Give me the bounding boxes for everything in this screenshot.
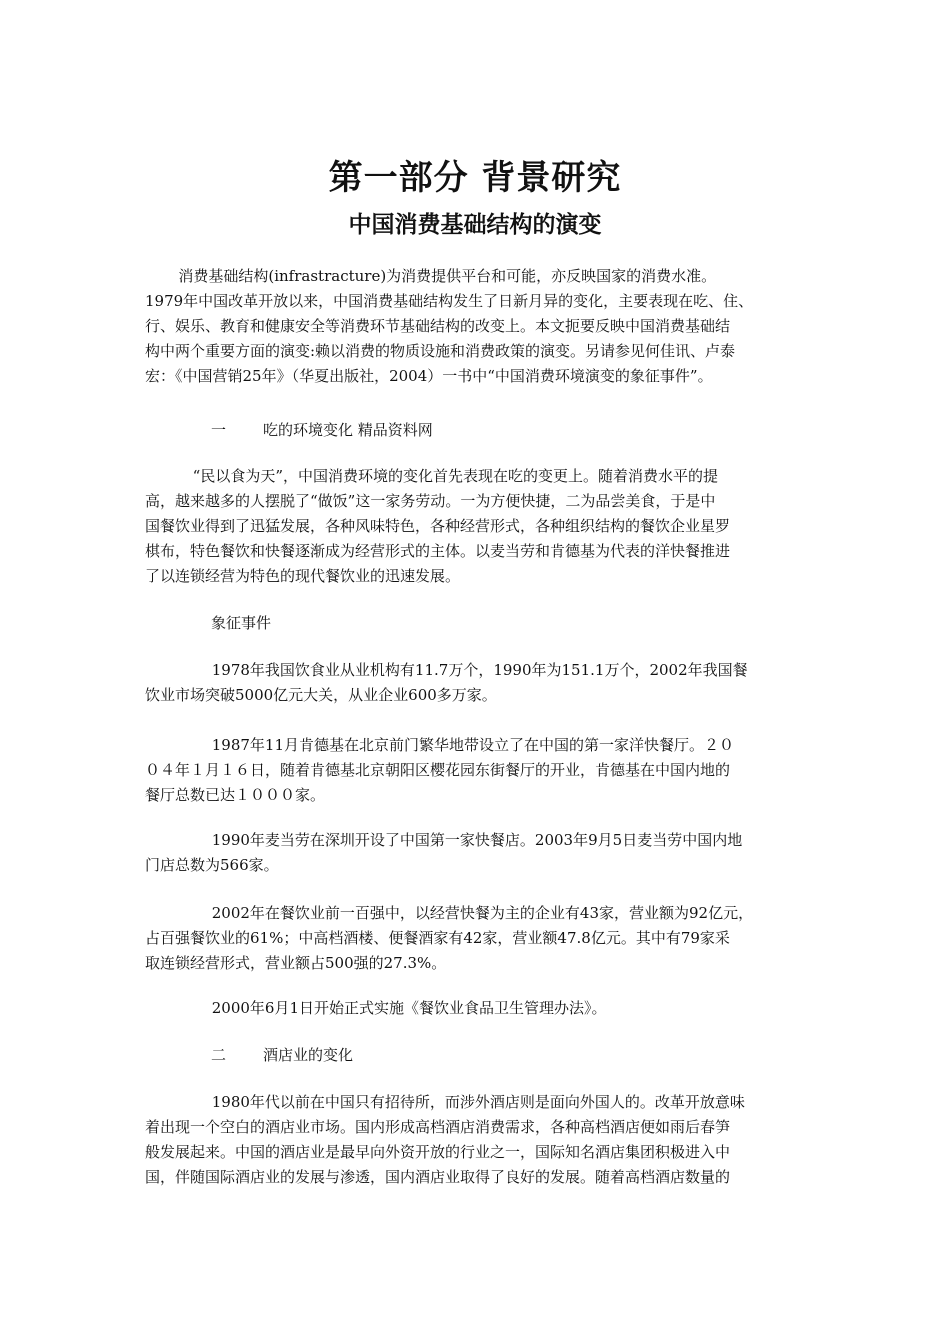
- event-paragraph-2: [145, 733, 809, 808]
- section1-paragraph: [145, 464, 809, 589]
- event-paragraph-4: [145, 901, 809, 976]
- section-number: 一: [211, 421, 227, 439]
- event-paragraph-3: [145, 828, 809, 878]
- text-line: 1978年我国饮食业从业机构有11.7万个，1990年为151.1万个，2002年我国餐: [145, 661, 748, 679]
- text-line: 了以连锁经营为特色的现代餐饮业的迅速发展。: [145, 567, 461, 585]
- text-line: 国，伴随国际酒店业的发展与渗透，国内酒店业取得了良好的发展。随着高档酒店数量的: [145, 1168, 731, 1186]
- text-line: 餐厅总数已达１０００家。: [145, 786, 326, 804]
- text-line: ０４年１月１６日，随着肯德基北京朝阳区樱花园东街餐厅的开业，肯德基在中国内地的: [145, 761, 731, 779]
- text-line: 国餐饮业得到了迅猛发展，各种风味特色，各种经营形式，各种组织结构的餐饮企业星罗: [145, 517, 731, 535]
- text-line: 般发展起来。中国的酒店业是最早向外资开放的行业之一，国际知名酒店集团积极进入中: [145, 1143, 731, 1161]
- section-heading-1: [211, 418, 433, 443]
- text-line: 取连锁经营形式，营业额占500强的27.3%。: [145, 954, 447, 972]
- section2-paragraph: [145, 1090, 809, 1190]
- text-line: 行、娱乐、教育和健康安全等消费环节基础结构的改变上。本文扼要反映中国消费基础结: [145, 317, 731, 335]
- text-line: 1990年麦当劳在深圳开设了中国第一家快餐店。2003年9月5日麦当劳中国内地: [145, 831, 743, 849]
- text-line: 1987年11月肯德基在北京前门繁华地带设立了在中国的第一家洋快餐厅。２０: [145, 736, 735, 754]
- text-line: 饮业市场突破5000亿元大关，从业企业600多万家。: [145, 686, 497, 704]
- text-line: 门店总数为566家。: [145, 856, 279, 874]
- text-line: 2002年在餐饮业前一百强中，以经营快餐为主的企业有43家，营业额为92亿元，: [145, 904, 754, 922]
- text-line: “民以食为天”，中国消费环境的变化首先表现在吃的变更上。随着消费水平的提: [145, 467, 719, 485]
- event-paragraph-5: [145, 996, 809, 1021]
- document-title: 第一部分 背景研究: [328, 158, 622, 198]
- intro-paragraph: [145, 264, 809, 389]
- text-line: 宏：《中国营销25年》（华夏出版社，2004）一书中“中国消费环境演变的象征事件”。: [145, 367, 713, 385]
- events-label: [211, 611, 271, 636]
- text-line: 构中两个重要方面的演变:赖以消费的物质设施和消费政策的演变。另请参见何佳讯、卢泰: [145, 342, 736, 360]
- event-paragraph-1: [145, 658, 809, 708]
- section-title: 酒店业的变化: [263, 1046, 354, 1064]
- text-line: 1979年中国改革开放以来，中国消费基础结构发生了日新月异的变化，主要表现在吃、住、: [145, 292, 754, 310]
- section-title: 吃的环境变化 精品资料网: [263, 421, 433, 439]
- events-label-text: 象征事件: [211, 614, 272, 632]
- text-line: 消费基础结构(infrastracture)为消费提供平台和可能，亦反映国家的消费水准。: [145, 267, 717, 285]
- text-line: 棋布，特色餐饮和快餐逐渐成为经营形式的主体。以麦当劳和肯德基为代表的洋快餐推进: [145, 542, 731, 560]
- text-line: 高，越来越多的人摆脱了“做饭”这一家务劳动。一为方便快捷，二为品尝美食，于是中: [145, 492, 716, 510]
- document-subtitle: 中国消费基础结构的演变: [348, 212, 602, 238]
- section-number: 二: [211, 1046, 227, 1064]
- text-line: 1980年代以前在中国只有招待所，而涉外酒店则是面向外国人的。改革开放意味: [145, 1093, 745, 1111]
- section-heading-2: [211, 1043, 353, 1068]
- text-line: 占百强餐饮业的61%；中高档酒楼、便餐酒家有42家，营业额47.8亿元。其中有79家采: [145, 929, 730, 947]
- text-line: 2000年6月1日开始正式实施《餐饮业食品卫生管理办法》。: [145, 999, 607, 1017]
- text-line: 着出现一个空白的酒店业市场。国内形成高档酒店消费需求，各种高档酒店便如雨后春笋: [145, 1118, 731, 1136]
